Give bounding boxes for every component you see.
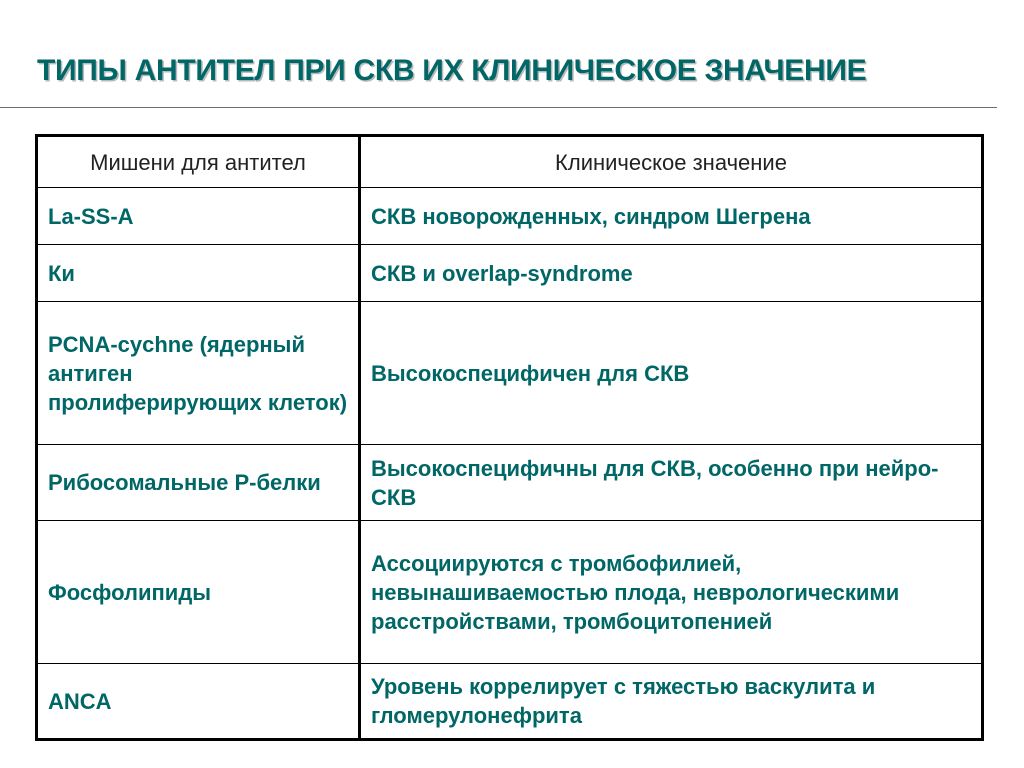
table-row bbox=[37, 302, 983, 445]
table-row bbox=[37, 445, 983, 521]
table-row bbox=[37, 521, 983, 664]
target-cell: Фосфолипиды bbox=[37, 521, 360, 664]
table-row bbox=[37, 664, 983, 740]
table-row bbox=[37, 188, 983, 245]
header-cell-targets: Мишени для антител bbox=[37, 136, 360, 188]
header-cell-significance: Клиническое значение bbox=[360, 136, 983, 188]
target-cell: PCNA-cychne (ядерный антиген пролиферирующих клеток) bbox=[37, 302, 360, 445]
significance-cell: Ассоциируются с тромбофилией, невынашиваемостью плода, неврологическими расстройствами, тромбоцитопенией bbox=[360, 521, 983, 664]
antibody-table-container bbox=[35, 134, 981, 741]
antibody-table bbox=[35, 134, 984, 741]
target-cell: Ки bbox=[37, 245, 360, 302]
target-cell: La-SS-A bbox=[37, 188, 360, 245]
significance-cell: СКВ и overlap-syndrome bbox=[360, 245, 983, 302]
significance-cell: Высокоспецифичны для СКВ, особенно при нейро-СКВ bbox=[360, 445, 983, 521]
significance-cell: СКВ новорожденных, синдром Шегрена bbox=[360, 188, 983, 245]
target-cell: ANCA bbox=[37, 664, 360, 740]
table-header-row bbox=[37, 136, 983, 188]
target-cell: Рибосомальные Р-белки bbox=[37, 445, 360, 521]
table-row bbox=[37, 245, 983, 302]
significance-cell: Уровень коррелирует с тяжестью васкулита и гломерулонефрита bbox=[360, 664, 983, 740]
significance-cell: Высокоспецифичен для СКВ bbox=[360, 302, 983, 445]
slide-title: ТИПЫ АНТИТЕЛ ПРИ СКВ ИХ КЛИНИЧЕСКОЕ ЗНАЧЕНИЕ bbox=[37, 54, 867, 87]
title-divider bbox=[0, 107, 997, 108]
